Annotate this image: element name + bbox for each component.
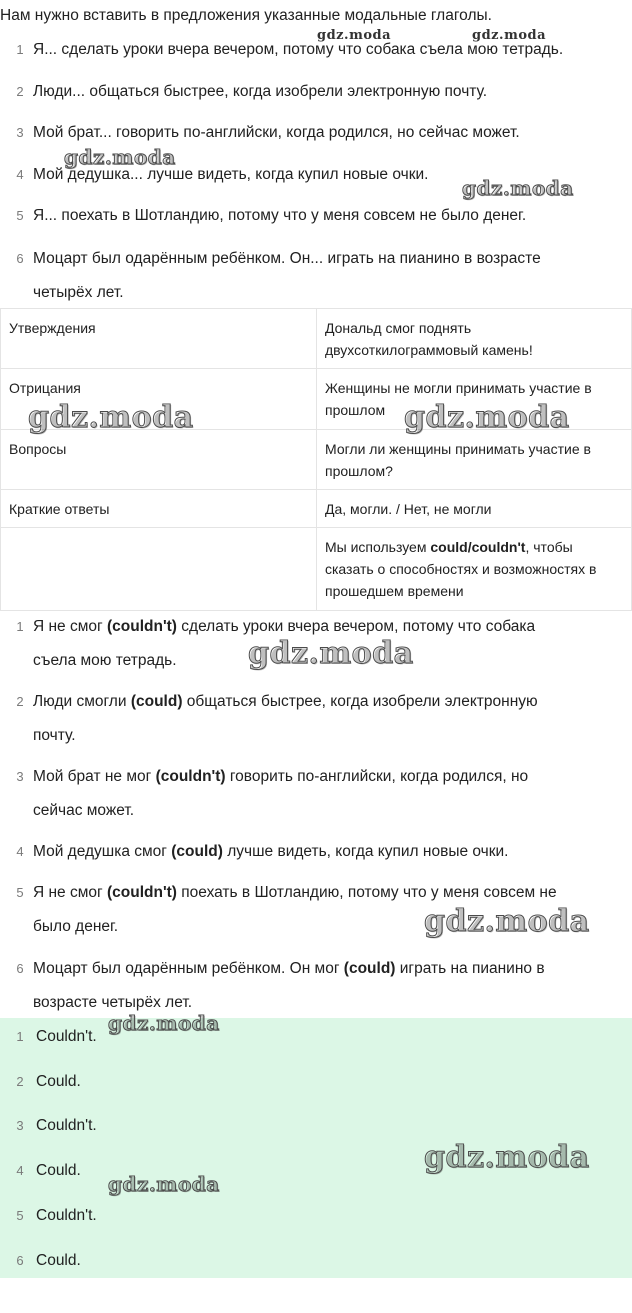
item-number: 2 bbox=[16, 84, 24, 99]
item-number: 4 bbox=[16, 167, 24, 182]
item-text: Я... сделать уроки вчера вечером, потому что собака съела мою тетрадь. bbox=[33, 41, 564, 58]
list-item bbox=[0, 1199, 632, 1233]
item-number: 2 bbox=[16, 694, 24, 709]
item-number: 1 bbox=[16, 619, 24, 634]
item-number: 5 bbox=[16, 885, 24, 900]
row-label: Утверждения bbox=[1, 309, 317, 369]
list-item bbox=[0, 1109, 632, 1143]
note-text: , чтобы сказать о способностях и возможностях в прошедшем времени bbox=[325, 539, 597, 599]
item-number: 1 bbox=[16, 1029, 24, 1044]
answer-text: Could. bbox=[36, 1252, 81, 1269]
item-text-continued: сейчас может. bbox=[33, 802, 135, 819]
watermark: gdz.moda bbox=[248, 636, 414, 671]
watermark: gdz.moda bbox=[424, 904, 590, 939]
item-number: 6 bbox=[16, 251, 24, 266]
table-row bbox=[1, 309, 632, 369]
item-text: Я не смог (couldn't) сделать уроки вчера вечером, потому что собака bbox=[33, 618, 536, 635]
table-row bbox=[1, 369, 632, 430]
answer-text: Could. bbox=[36, 1073, 81, 1090]
item-number: 3 bbox=[16, 125, 24, 140]
grammar-table bbox=[0, 308, 632, 611]
watermark: gdz.moda bbox=[317, 28, 392, 43]
item-number: 1 bbox=[16, 42, 24, 57]
item-text: Мой брат не мог (couldn't) говорить по-английски, когда родился, но bbox=[33, 768, 529, 785]
item-number: 3 bbox=[16, 769, 24, 784]
row-label: Отрицания bbox=[1, 369, 317, 430]
list-item bbox=[0, 1020, 632, 1054]
list-item bbox=[0, 1065, 632, 1099]
watermark: gdz.moda bbox=[472, 28, 547, 43]
item-text: Моцарт был одарённым ребёнком. Он мог (could) играть на пианино в bbox=[33, 960, 545, 977]
note-bold: could/couldn't bbox=[430, 539, 526, 555]
item-text-continued: было денег. bbox=[33, 918, 119, 935]
usage-note bbox=[317, 528, 632, 611]
row-label: Краткие ответы bbox=[1, 490, 317, 528]
answer-text: Couldn't. bbox=[36, 1207, 97, 1224]
item-number: 2 bbox=[16, 1074, 24, 1089]
list-item bbox=[0, 1154, 632, 1188]
item-text: Люди смогли (could) общаться быстрее, когда изобрели электронную bbox=[33, 693, 538, 710]
item-text-continued: съела мою тетрадь. bbox=[33, 652, 177, 669]
item-text: Мой дедушка... лучше видеть, когда купил новые очки. bbox=[33, 166, 429, 183]
answer-text: Couldn't. bbox=[36, 1117, 97, 1134]
item-number: 6 bbox=[16, 961, 24, 976]
row-label-empty bbox=[1, 528, 317, 611]
item-text: Люди... общаться быстрее, когда изобрели электронную почту. bbox=[33, 83, 488, 100]
watermark: gdz.moda bbox=[28, 400, 194, 435]
answers-block bbox=[0, 1018, 632, 1278]
row-example: Дональд смог поднять двухсоткилограммовый камень! bbox=[317, 309, 632, 369]
answer-text: Could. bbox=[36, 1162, 81, 1179]
item-number: 5 bbox=[16, 1208, 24, 1223]
table-row bbox=[1, 528, 632, 611]
answer-text: Couldn't. bbox=[36, 1028, 97, 1045]
watermark: gdz.moda bbox=[64, 145, 176, 169]
item-number: 6 bbox=[16, 1253, 24, 1268]
item-text-continued: четырёх лет. bbox=[33, 284, 124, 301]
item-text: Мой брат... говорить по-английски, когда родился, но сейчас может. bbox=[33, 124, 520, 141]
list-item bbox=[0, 1244, 632, 1278]
note-text: Мы используем bbox=[325, 539, 431, 555]
item-text: Я не смог (couldn't) поехать в Шотландию, потому что у меня совсем не bbox=[33, 884, 557, 901]
table-row bbox=[1, 430, 632, 490]
item-number: 5 bbox=[16, 208, 24, 223]
row-example: Могли ли женщины принимать участие в прошлом? bbox=[317, 430, 632, 490]
item-number: 3 bbox=[16, 1118, 24, 1133]
item-text: Моцарт был одарённым ребёнком. Он... играть на пианино в возрасте bbox=[33, 250, 541, 267]
item-text-continued: почту. bbox=[33, 727, 76, 744]
intro-text: Нам нужно вставить в предложения указанные модальные глаголы. bbox=[0, 7, 492, 24]
row-label: Вопросы bbox=[1, 430, 317, 490]
watermark: gdz.moda bbox=[404, 400, 570, 435]
row-example: Женщины не могли принимать участие в прошлом bbox=[317, 369, 632, 430]
item-text: Я... поехать в Шотландию, потому что у меня совсем не было денег. bbox=[33, 207, 527, 224]
table-row bbox=[1, 490, 632, 528]
watermark: gdz.moda bbox=[462, 176, 574, 200]
item-text: Мой дедушка смог (could) лучше видеть, когда купил новые очки. bbox=[33, 843, 509, 860]
item-number: 4 bbox=[16, 844, 24, 859]
item-text-continued: возрасте четырёх лет. bbox=[33, 994, 193, 1011]
item-number: 4 bbox=[16, 1163, 24, 1178]
row-example: Да, могли. / Нет, не могли bbox=[317, 490, 632, 528]
